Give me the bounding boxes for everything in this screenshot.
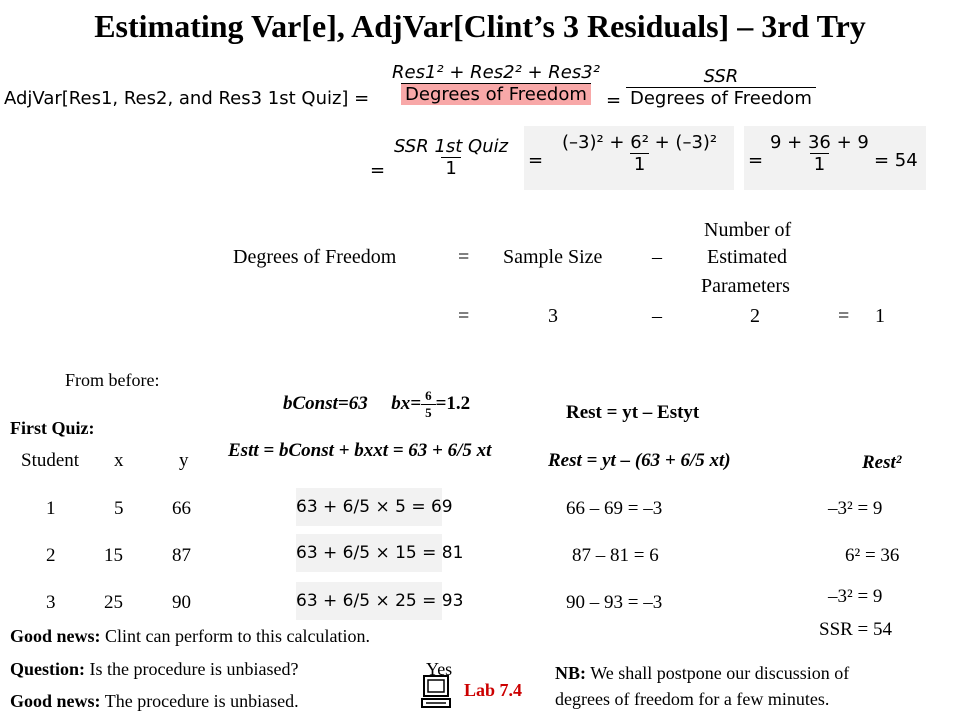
question-label: Question: — [10, 659, 86, 679]
adjvar-fraction-3 — [390, 136, 512, 179]
adjvar-numerator-2: SSR — [703, 66, 739, 87]
dof-minus-2: – — [652, 305, 662, 327]
dof-eq: = — [458, 246, 470, 268]
adjvar-fraction-1 — [388, 62, 604, 105]
adjvar-lhs — [4, 88, 369, 109]
good-news-1-text: Clint can perform to this calculation. — [105, 626, 370, 646]
table-row-2-est: 63 + 6/5 × 15 = 81 — [296, 534, 442, 572]
table-row-2-x: 15 — [104, 545, 123, 566]
table-row-3-est: 63 + 6/5 × 25 = 93 — [296, 582, 442, 620]
adjvar-denominator-4: 1 — [630, 153, 649, 175]
adjvar-lhs-text: AdjVar[Res1, Res2, and Res3 1st Quiz] = — [4, 88, 370, 109]
coef-bx-num: 6 — [425, 388, 432, 403]
dof-sample-size: Sample Size — [503, 246, 603, 268]
good-news-1-label: Good news: — [10, 626, 101, 646]
dof-label: Degrees of Freedom — [233, 246, 397, 268]
table-row-2-sq: 6² = 36 — [845, 545, 900, 566]
nb-line-1-text: We shall postpone our discussion of — [590, 663, 850, 683]
adjvar-eq-5: = — [748, 150, 764, 171]
dof-minus: – — [652, 246, 662, 268]
adjvar-denominator-5: 1 — [810, 153, 829, 175]
dof-two: 2 — [750, 305, 760, 327]
est-equation: Estt = bConst + bxxt = 63 + 6/5 xt — [228, 440, 492, 461]
nb-line-1 — [555, 660, 849, 686]
col-header-x: x — [114, 450, 124, 471]
dof-params-line-2: Estimated — [707, 246, 787, 268]
good-news-2-label: Good news: — [10, 691, 101, 711]
res-squared-header: Rest² — [862, 452, 902, 473]
question-answer: Yes — [426, 659, 453, 679]
adjvar-result: = 54 — [874, 150, 918, 171]
nb-line-2: degrees of freedom for a few minutes. — [555, 689, 830, 709]
lab-link[interactable] — [420, 674, 522, 710]
from-before-label: From before: — [65, 370, 160, 390]
good-news-1 — [10, 626, 370, 647]
col-header-y: y — [179, 450, 189, 471]
computer-icon — [420, 674, 454, 710]
question — [10, 659, 298, 680]
table-row-1-sq: –3² = 9 — [828, 498, 883, 519]
nb-label: NB: — [555, 663, 586, 683]
adjvar-fraction-4 — [558, 132, 721, 175]
table-row-3-y: 90 — [172, 592, 191, 613]
adjvar-numerator-1: Res1² + Res2² + Res3² — [392, 62, 600, 83]
nb-note — [555, 660, 849, 712]
table-row-3-x: 25 — [104, 592, 123, 613]
table-row-1-y: 66 — [172, 498, 191, 519]
table-row-1-res: 66 – 69 = –3 — [566, 498, 663, 519]
table-row-2-res: 87 – 81 = 6 — [572, 545, 659, 566]
res-equation-1: Rest = yt – Estyt — [566, 402, 700, 423]
adjvar-fraction-5 — [766, 132, 873, 175]
adjvar-eq-4: = — [528, 150, 544, 171]
page-title: Estimating Var[e], AdjVar[Clint’s 3 Residuals] – 3rd Try — [94, 8, 866, 44]
dof-eq-2: = — [458, 305, 470, 327]
dof-params-line-3: Parameters — [701, 275, 790, 297]
table-row-1-student: 1 — [46, 498, 56, 519]
table-row-2-y: 87 — [172, 545, 191, 566]
coef-b-const: bConst=63 — [283, 392, 368, 414]
coef-bx: bx= — [391, 392, 422, 414]
table-row-3-res: 90 – 93 = –3 — [566, 592, 663, 613]
table-row-3-sq: –3² = 9 — [828, 586, 883, 607]
good-news-2 — [10, 691, 299, 712]
table-row-3-student: 3 — [46, 592, 56, 613]
good-news-2-text: The procedure is unbiased. — [104, 691, 299, 711]
dof-three: 3 — [548, 305, 558, 327]
adjvar-numerator-4: (–3)² + 6² + (–3)² — [562, 132, 718, 153]
table-row-1-est: 63 + 6/5 × 5 = 69 — [296, 488, 442, 526]
coef-bx-value: =1.2 — [435, 392, 471, 414]
adjvar-eq-2: = — [606, 90, 622, 111]
adjvar-denominator-2: Degrees of Freedom — [626, 87, 816, 109]
adjvar-denominator-1-highlight: Degrees of Freedom — [401, 83, 591, 105]
table-row-1-x: 5 — [114, 498, 124, 519]
ssr-total: SSR = 54 — [819, 619, 893, 640]
table-row-2-student: 2 — [46, 545, 56, 566]
col-header-student: Student — [21, 450, 80, 471]
adjvar-eq-3: = — [370, 160, 386, 181]
dof-eq-3: = — [838, 305, 850, 327]
adjvar-fraction-2 — [626, 66, 816, 109]
coefficients — [283, 388, 470, 421]
dof-params-line-1: Number of — [704, 219, 792, 241]
first-quiz-label: First Quiz: — [10, 418, 95, 438]
adjvar-fraction-5-image — [744, 126, 926, 190]
adjvar-denominator-3: 1 — [441, 157, 460, 179]
lab-label[interactable]: Lab 7.4 — [464, 679, 523, 700]
coef-bx-fraction — [421, 388, 436, 421]
adjvar-numerator-3: SSR 1st Quiz — [394, 136, 509, 157]
question-text: Is the procedure is unbiased? — [89, 659, 299, 679]
coef-bx-den: 5 — [421, 404, 436, 421]
adjvar-fraction-4-image — [524, 126, 734, 190]
dof-one: 1 — [875, 305, 885, 327]
adjvar-numerator-5: 9 + 36 + 9 — [770, 132, 869, 153]
res-equation-2: Rest = yt – (63 + 6/5 xt) — [548, 450, 731, 471]
